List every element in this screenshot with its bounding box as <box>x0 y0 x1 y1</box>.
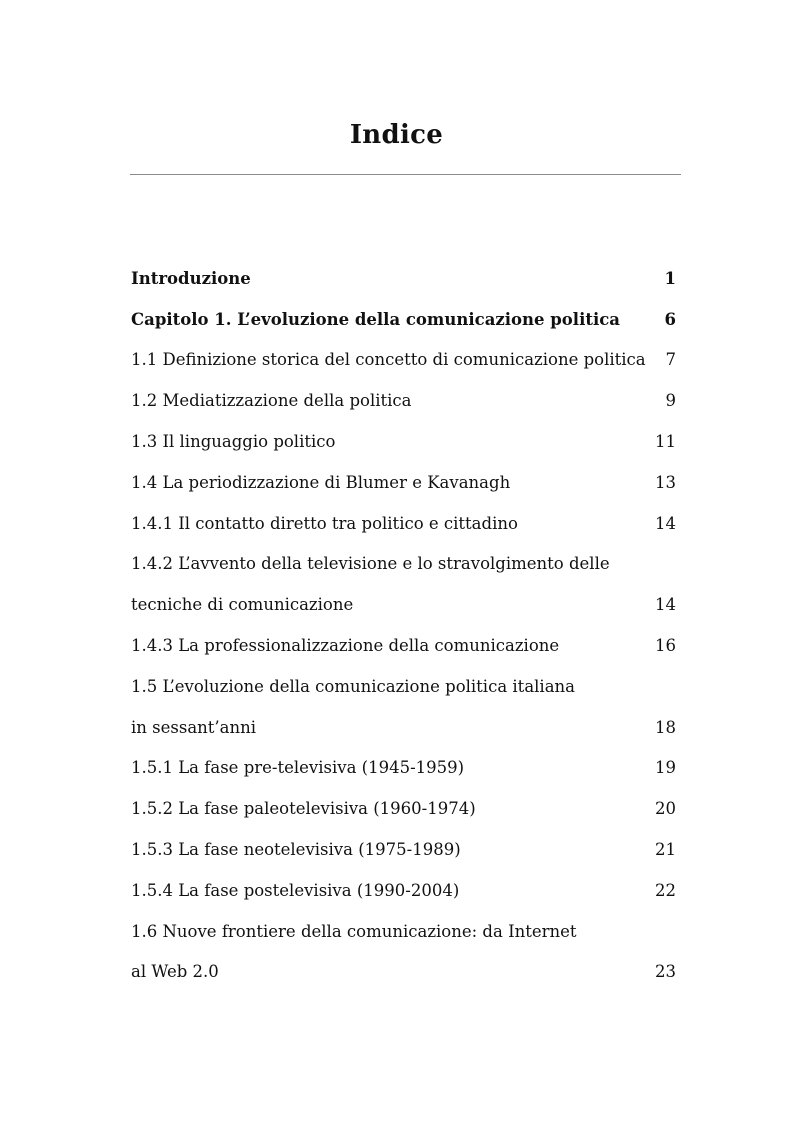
toc-entry[interactable] <box>131 258 676 299</box>
toc-entry-page: 1 <box>664 268 676 288</box>
toc-entry-title: 1.5.2 La fase paleotelevisiva (1960-1974) <box>131 799 476 819</box>
toc-entry-title: in sessant’anni <box>131 717 257 737</box>
toc-entry-title: 1.6 Nuove frontiere della comunicazione: da Internet <box>131 921 577 941</box>
title-divider <box>130 174 681 175</box>
toc-entry-page: 7 <box>665 350 676 370</box>
toc-entry-title: 1.5.3 La fase neotelevisiva (1975-1989) <box>131 840 461 860</box>
toc-entry-continuation[interactable] <box>131 952 676 993</box>
toc-entry[interactable] <box>131 503 676 544</box>
toc-entry[interactable] <box>131 421 676 462</box>
toc-entry-page: 14 <box>655 595 676 615</box>
toc-entry-page: 18 <box>655 717 676 737</box>
toc-entry-title: 1.2 Mediatizzazione della politica <box>131 391 412 411</box>
toc-entry-page: 20 <box>655 799 676 819</box>
toc-entry-title: 1.5.1 La fase pre-televisiva (1945-1959) <box>131 758 465 778</box>
toc-entry-continuation[interactable] <box>131 707 676 748</box>
toc-entry-title: 1.5 L’evoluzione della comunicazione politica italiana <box>131 676 576 696</box>
toc-entry[interactable] <box>131 544 676 585</box>
toc-entry-title: 1.5.4 La fase postelevisiva (1990-2004) <box>131 880 460 900</box>
toc-entry[interactable] <box>131 829 676 870</box>
toc-entry[interactable] <box>131 748 676 789</box>
toc-entry[interactable] <box>131 625 676 666</box>
toc-entry-page: 19 <box>655 758 676 778</box>
toc-entry[interactable] <box>131 788 676 829</box>
toc-entry-title: al Web 2.0 <box>131 962 219 982</box>
toc-entry-continuation[interactable] <box>131 584 676 625</box>
toc-entry-page: 16 <box>655 636 676 656</box>
toc-entry-title: 1.4.3 La professionalizzazione della comunicazione <box>131 636 560 656</box>
toc-entry-page: 14 <box>655 513 676 533</box>
toc-entry[interactable] <box>131 911 676 952</box>
toc-entry-title: 1.4 La periodizzazione di Blumer e Kavanagh <box>131 472 511 492</box>
toc-entry-page: 11 <box>655 432 676 452</box>
toc-entry-title: tecniche di comunicazione <box>131 595 354 615</box>
toc-entry-title: Introduzione <box>131 268 251 288</box>
toc-entry[interactable] <box>131 870 676 911</box>
table-of-contents <box>131 258 676 992</box>
page-title: Indice <box>349 120 444 150</box>
toc-entry[interactable] <box>131 666 676 707</box>
toc-entry[interactable] <box>131 340 676 381</box>
toc-entry-page: 6 <box>664 309 676 329</box>
toc-entry[interactable] <box>131 462 676 503</box>
toc-entry-title: 1.4.1 Il contatto diretto tra politico e cittadino <box>131 513 518 533</box>
toc-entry-page: 13 <box>655 472 676 492</box>
toc-entry-title: 1.3 Il linguaggio politico <box>131 432 336 452</box>
toc-entry-title: Capitolo 1. L’evoluzione della comunicazione politica <box>131 309 620 329</box>
toc-entry-page: 9 <box>665 391 676 411</box>
toc-entry[interactable] <box>131 380 676 421</box>
toc-entry[interactable] <box>131 299 676 340</box>
toc-entry-title: 1.1 Definizione storica del concetto di comunicazione politica <box>131 350 646 370</box>
toc-entry-page: 23 <box>655 962 676 982</box>
toc-entry-title: 1.4.2 L’avvento della televisione e lo stravolgimento delle <box>131 554 610 574</box>
toc-entry-page: 21 <box>655 840 676 860</box>
toc-entry-page: 22 <box>655 880 676 900</box>
